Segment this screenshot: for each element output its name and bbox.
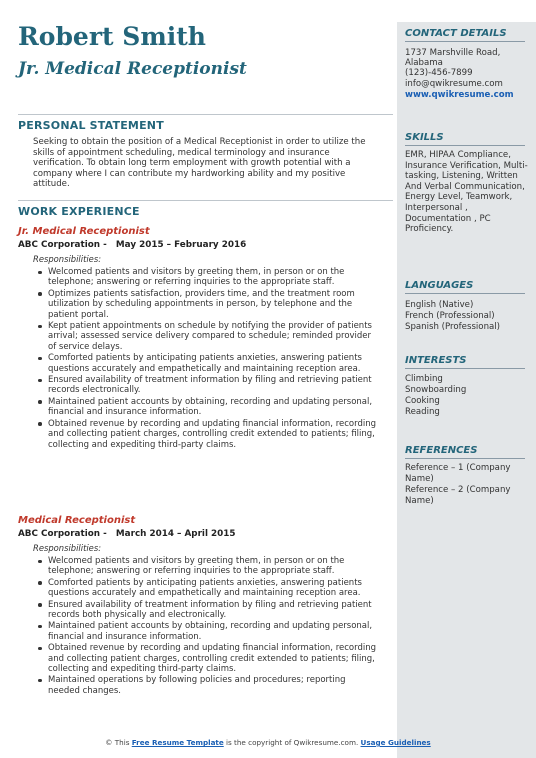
- usage-guidelines-link[interactable]: Usage Guidelines: [360, 738, 431, 747]
- skills-heading: SKILLS: [405, 132, 444, 143]
- divider: [405, 368, 525, 369]
- contact-email[interactable]: info@qwikresume.com: [405, 79, 503, 89]
- personal-statement-heading: PERSONAL STATEMENT: [18, 119, 164, 132]
- references-heading: REFERENCES: [405, 445, 478, 456]
- divider: [405, 293, 525, 294]
- list-item: Maintained patient accounts by obtaining, recording and updating personal, financial and insurance information.: [48, 397, 378, 418]
- free-resume-template-link[interactable]: Free Resume Template: [131, 738, 224, 747]
- footer-middle: is the copyright of Qwikresume.com.: [223, 738, 361, 747]
- divider: [405, 41, 525, 42]
- candidate-name: Robert Smith: [18, 22, 206, 51]
- responsibilities-label: Responsibilities:: [33, 543, 102, 553]
- interest-item: Snowboarding: [405, 385, 467, 395]
- job-company-dates: ABC Corporation - March 2014 – April 2015: [18, 529, 236, 539]
- job-company-dates: ABC Corporation - May 2015 – February 2016: [18, 240, 247, 250]
- list-item: Obtained revenue by recording and updating financial information, recording and collecting patient charges, controlling credit extended to patients; filing, collecting and expediting third-party claims.: [48, 643, 376, 675]
- contact-address-line2: Alabama: [405, 58, 443, 68]
- language-item: French (Professional): [405, 311, 495, 321]
- resume-sidebar: [397, 22, 536, 758]
- candidate-title: Jr. Medical Receptionist: [18, 59, 247, 79]
- list-item: Maintained patient accounts by obtaining, recording and updating personal, financial and insurance information.: [48, 621, 378, 642]
- list-item: Ensured availability of treatment information by filing and retrieving patient records electronically.: [48, 375, 378, 396]
- contact-address-line1: 1737 Marshville Road,: [405, 48, 501, 58]
- job-title: Jr. Medical Receptionist: [18, 226, 150, 237]
- interest-item: Reading: [405, 407, 440, 417]
- list-item: Obtained revenue by recording and updating financial information, recording and collecting patient charges, controlling credit extended to patients; filing, collecting and expediting third-party claims.: [48, 418, 376, 450]
- personal-statement-text: Seeking to obtain the position of a Medical Receptionist in order to utilize the skills of appointment scheduling, medical terminology and insurance verification. To obtain long term employment with growth potential with a company where I can contribute my hardworking ability and my positive attitude.: [33, 137, 366, 190]
- list-item: Comforted patients by anticipating patients anxieties, answering patients questions accurately and empathetically and maintaining reception area.: [48, 578, 378, 599]
- reference-item: Reference – 2 (Company Name): [405, 485, 511, 506]
- contact-website-link[interactable]: www.qwikresume.com: [405, 90, 514, 100]
- list-item: Ensured availability of treatment information by filing and retrieving patient records both physically and electronically.: [48, 600, 378, 621]
- job-bullets: [48, 267, 378, 451]
- list-item: Maintained operations by following policies and procedures; reporting needed changes.: [48, 675, 378, 696]
- divider: [405, 145, 525, 146]
- divider: [18, 114, 393, 115]
- list-item: Kept patient appointments on schedule by notifying the provider of patients arrival; assessed service delivery compared to schedule; reminded provider of service delays.: [48, 321, 378, 352]
- languages-heading: LANGUAGES: [405, 280, 474, 291]
- skills-text: EMR, HIPAA Compliance, Insurance Verification, Multi-tasking, Listening, Written And Verbal Communication, Energy Level, Teamwork, Interpersonal , Documentation , PC Proficiency.: [405, 150, 528, 235]
- divider: [405, 458, 525, 459]
- interest-item: Cooking: [405, 396, 440, 406]
- responsibilities-label: Responsibilities:: [33, 254, 102, 264]
- list-item: Welcomed patients and visitors by greeting them, in person or on the telephone; answering or referring inquiries to the appropriate staff.: [48, 267, 378, 288]
- language-item: Spanish (Professional): [405, 322, 501, 332]
- list-item: Comforted patients by anticipating patients anxieties, answering patients questions accurately and empathetically and maintaining reception area.: [48, 353, 378, 374]
- list-item: Welcomed patients and visitors by greeting them, in person or on the telephone; answering or referring inquiries to the appropriate staff.: [48, 556, 378, 577]
- work-experience-heading: WORK EXPERIENCE: [18, 205, 140, 218]
- divider: [18, 200, 393, 201]
- list-item: Optimizes patients satisfaction, providers time, and the treatment room utilization by scheduling appointments in person, by telephone and the patient portal.: [48, 289, 378, 320]
- language-item: English (Native): [405, 300, 474, 310]
- interests-heading: INTERESTS: [405, 355, 467, 366]
- reference-item: Reference – 1 (Company Name): [405, 463, 511, 484]
- job-title: Medical Receptionist: [18, 515, 136, 526]
- copyright-footer: [0, 738, 536, 747]
- interest-item: Climbing: [405, 374, 443, 384]
- contact-heading: CONTACT DETAILS: [405, 28, 507, 39]
- contact-phone: (123)-456-7899: [405, 68, 473, 78]
- footer-prefix: © This: [105, 738, 132, 747]
- job-bullets: [48, 556, 378, 697]
